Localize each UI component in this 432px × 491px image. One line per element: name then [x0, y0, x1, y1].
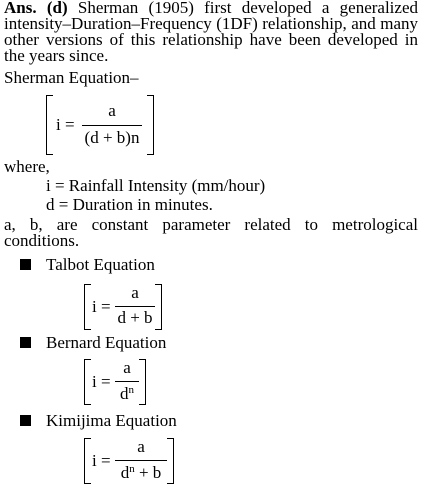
- denominator-exponent: n: [128, 384, 134, 396]
- sherman-heading: Sherman Equation–: [4, 68, 139, 87]
- formula-lhs: i =: [92, 451, 111, 470]
- formula-numerator: a: [123, 358, 131, 377]
- sherman-formula: [46, 95, 154, 155]
- fraction-bar: [82, 125, 142, 126]
- left-bracket: [84, 284, 91, 330]
- answer-paragraph: [4, 0, 418, 64]
- formula-denominator: [114, 385, 140, 403]
- formula-denominator: d + b: [117, 308, 153, 327]
- answer-label: Ans. (d): [4, 0, 68, 17]
- definition-intensity: i = Rainfall Intensity (mm/hour): [46, 176, 266, 195]
- constants-note: a, b, are constant parameter related to metrological conditions.: [4, 215, 418, 250]
- denominator-tail: + b: [134, 463, 162, 482]
- formula-lhs: i =: [92, 372, 111, 391]
- formula-numerator: a: [137, 437, 145, 456]
- right-bracket: [167, 438, 174, 484]
- formula-numerator: a: [108, 101, 116, 120]
- equation-name: Bernard Equation: [46, 333, 167, 352]
- denominator-exponent: n: [129, 463, 135, 475]
- square-bullet-icon: [20, 415, 31, 426]
- formula-lhs: i =: [92, 297, 111, 316]
- formula-numerator: a: [131, 283, 139, 302]
- square-bullet-icon: [20, 337, 31, 348]
- equation-name: Talbot Equation: [46, 255, 155, 274]
- left-bracket: [84, 438, 91, 484]
- left-bracket: [84, 359, 91, 405]
- fraction-bar: [115, 306, 155, 307]
- denominator-base: d: [120, 463, 130, 482]
- definition-duration: d = Duration in minutes.: [46, 195, 213, 214]
- equation-name: Kimijima Equation: [46, 411, 177, 430]
- denominator-base: d: [120, 384, 129, 403]
- square-bullet-icon: [20, 259, 31, 270]
- left-bracket: [46, 95, 53, 155]
- talbot-formula: [84, 284, 162, 330]
- fraction-bar: [115, 460, 167, 461]
- kimijima-formula: [84, 438, 174, 484]
- right-bracket: [147, 95, 154, 155]
- right-bracket: [155, 284, 162, 330]
- answer-text: Sherman (1905) first developed a generalized intensity–Duration–Frequency (1DF) relationship, and many other versions of this relationship have been developed in the years since.: [4, 0, 418, 65]
- bernard-formula: [84, 359, 146, 405]
- formula-lhs: i =: [56, 115, 75, 134]
- where-label: where,: [4, 157, 50, 176]
- formula-denominator: [114, 464, 168, 482]
- formula-denominator: (d + b)n: [84, 128, 140, 147]
- fraction-bar: [115, 381, 139, 382]
- right-bracket: [139, 359, 146, 405]
